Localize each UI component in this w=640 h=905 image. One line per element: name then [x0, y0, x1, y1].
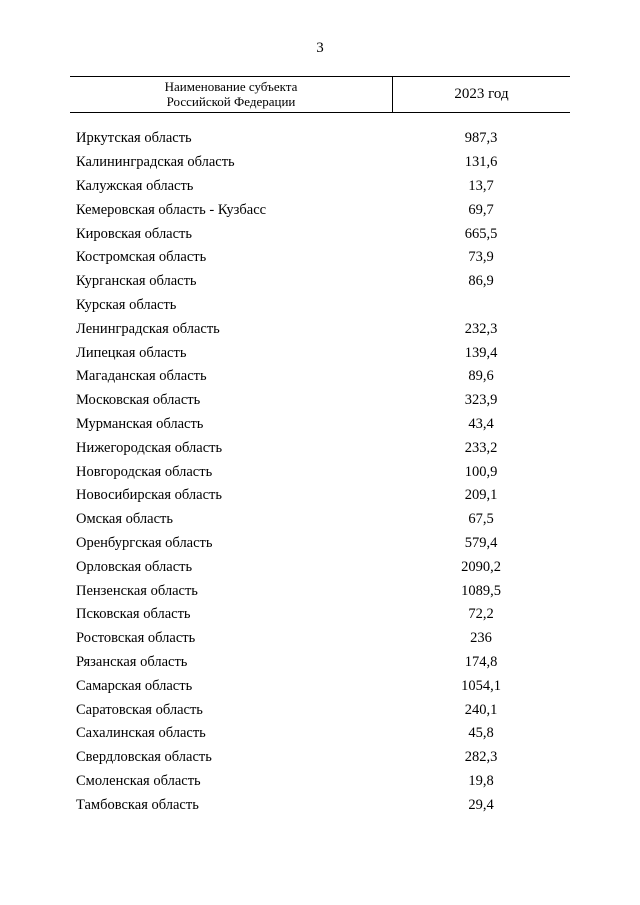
table-row	[76, 365, 570, 389]
region-name: Смоленская область	[76, 772, 201, 789]
table-row	[76, 413, 570, 437]
region-name: Псковская область	[76, 606, 191, 623]
region-value: 69,7	[468, 201, 494, 218]
region-name: Иркутская область	[76, 130, 192, 147]
region-name: Липецкая область	[76, 344, 187, 361]
table-row	[76, 555, 570, 579]
region-name: Ленинградская область	[76, 320, 220, 337]
region-value: 579,4	[464, 534, 498, 551]
region-value: 73,9	[468, 249, 494, 266]
page-number: 3	[316, 40, 324, 56]
region-value: 236	[470, 630, 492, 647]
region-name: Мурманская область	[76, 415, 204, 432]
table-row	[76, 317, 570, 341]
region-value: 209,1	[464, 487, 498, 504]
table-row	[76, 222, 570, 246]
region-name: Новгородская область	[76, 463, 213, 480]
region-value: 987,3	[464, 130, 498, 147]
region-name: Нижегородская область	[76, 439, 223, 456]
table-row	[76, 746, 570, 770]
table-row	[76, 270, 570, 294]
table-row	[76, 460, 570, 484]
region-name: Тамбовская область	[76, 796, 199, 813]
region-value: 45,8	[468, 725, 494, 742]
region-name: Пензенская область	[76, 582, 198, 599]
region-value: 282,3	[464, 749, 498, 766]
table-row	[76, 651, 570, 675]
region-name: Новосибирская область	[76, 487, 222, 504]
region-name: Рязанская область	[76, 653, 188, 670]
region-value: 232,3	[464, 320, 498, 337]
region-name: Магаданская область	[76, 368, 207, 385]
table-row	[76, 770, 570, 794]
table-row	[76, 436, 570, 460]
region-name: Курганская область	[76, 273, 197, 290]
region-name: Самарская область	[76, 677, 193, 694]
region-name: Костромская область	[76, 249, 207, 266]
table-row	[76, 389, 570, 413]
header-region-name-line1: Наименование субъекта	[164, 79, 298, 94]
region-name: Оренбургская область	[76, 534, 213, 551]
region-value: 323,9	[464, 392, 498, 409]
table-row	[76, 127, 570, 151]
region-value: 67,5	[468, 511, 494, 528]
region-value: 100,9	[464, 463, 498, 480]
table-row	[76, 341, 570, 365]
table-row	[76, 151, 570, 175]
header-region-name-line2: Российской Федерации	[166, 94, 296, 109]
table-header	[70, 76, 570, 113]
table-row	[76, 674, 570, 698]
region-value: 131,6	[464, 154, 498, 171]
region-value: 86,9	[468, 273, 494, 290]
region-value: 240,1	[464, 701, 498, 718]
region-value: 72,2	[468, 606, 494, 623]
region-name: Сахалинская область	[76, 725, 206, 742]
table-row	[76, 484, 570, 508]
table-body	[76, 127, 570, 817]
region-value: 43,4	[468, 415, 494, 432]
region-value: 89,6	[468, 368, 494, 385]
table-row	[76, 722, 570, 746]
region-value: 1054,1	[461, 677, 501, 694]
region-name: Ростовская область	[76, 630, 196, 647]
region-value: 29,4	[468, 796, 494, 813]
region-value: 233,2	[464, 439, 498, 456]
region-value: 139,4	[464, 344, 498, 361]
table-row	[76, 627, 570, 651]
table-row	[76, 603, 570, 627]
table-row	[76, 175, 570, 199]
region-value: 13,7	[468, 177, 494, 194]
region-name: Орловская область	[76, 558, 193, 575]
region-name: Курская область	[76, 296, 177, 313]
region-name: Кемеровская область - Кузбасс	[76, 201, 267, 218]
table-row	[76, 579, 570, 603]
table-row	[76, 508, 570, 532]
region-name: Свердловская область	[76, 749, 212, 766]
table-row	[76, 246, 570, 270]
table-row	[76, 294, 570, 318]
region-value: 665,5	[464, 225, 498, 242]
region-name: Московская область	[76, 392, 201, 409]
region-value: 19,8	[468, 772, 494, 789]
region-name: Саратовская область	[76, 701, 203, 718]
header-region-name	[70, 77, 393, 112]
table-row	[76, 532, 570, 556]
region-value: 2090,2	[461, 558, 501, 575]
table-row	[76, 793, 570, 817]
region-name: Калининградская область	[76, 154, 235, 171]
region-name: Калужская область	[76, 177, 194, 194]
table-row	[76, 698, 570, 722]
region-value: 1089,5	[461, 582, 501, 599]
table-row	[76, 198, 570, 222]
region-name: Кировская область	[76, 225, 193, 242]
region-name: Омская область	[76, 511, 173, 528]
header-year: 2023 год	[454, 86, 509, 102]
region-value: 174,8	[464, 653, 498, 670]
